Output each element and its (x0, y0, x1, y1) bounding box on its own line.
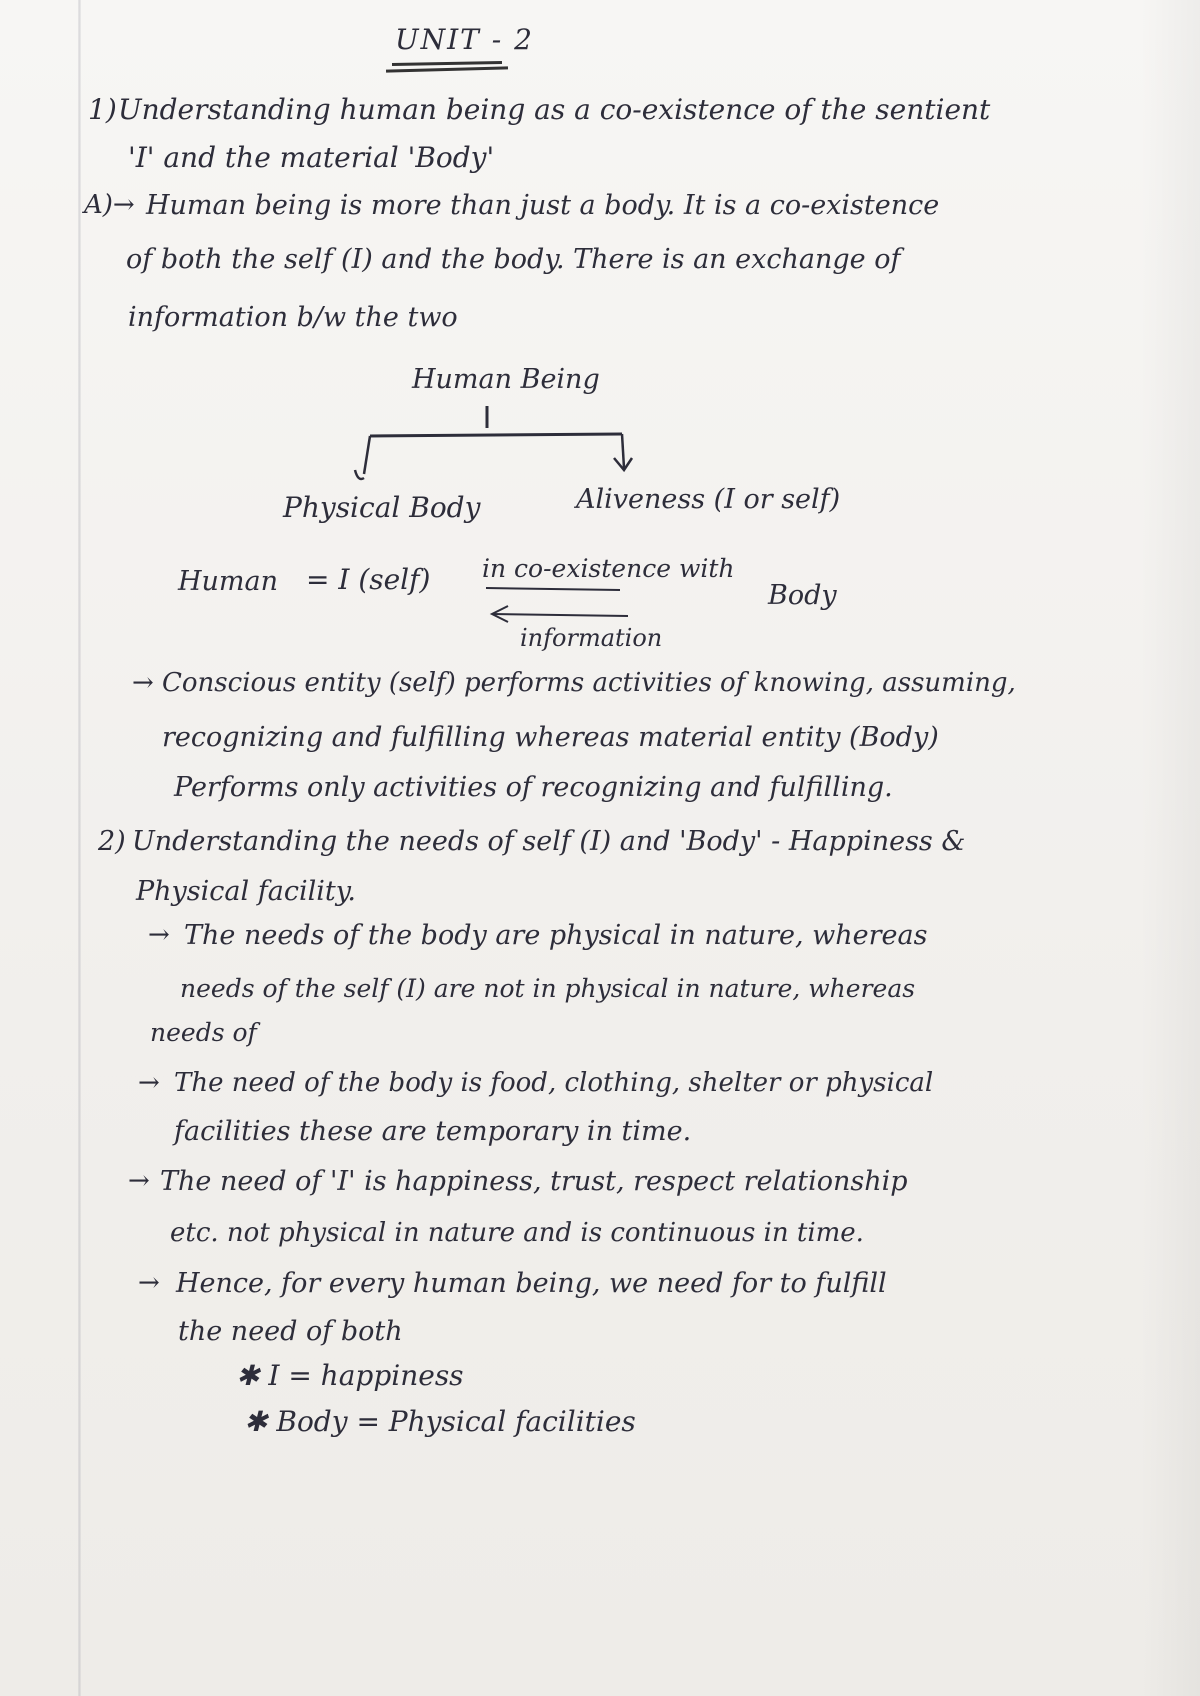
bullet-arrow: → (138, 1268, 160, 1298)
page-heading: UNIT - 2 (395, 23, 534, 56)
equation-information: information (520, 624, 663, 652)
point-body-need-line-1: The need of the body is food, clothing, shelter or physical (174, 1068, 934, 1098)
point-hence-line-1: Hence, for every human being, we need for to fulfill (176, 1268, 887, 1299)
point-hence-line-2: the need of both (178, 1316, 403, 1347)
bullet-arrow: → (148, 920, 170, 950)
point-self-need-line-2: etc. not physical in nature and is continuous in time. (170, 1218, 864, 1248)
diagram-root: Human Being (412, 364, 600, 395)
star-item-body: ✱ Body = Physical facilities (244, 1405, 636, 1438)
answer-1-line-1: Human being is more than just a body. It is a co-existence (146, 190, 940, 221)
page-shadow (1140, 0, 1200, 1696)
question-number: 1) (88, 93, 117, 126)
heading-underline (392, 61, 502, 66)
question-2-line-1: Understanding the needs of self (I) and 'Body' - Happiness & (132, 826, 966, 857)
question-number: 2) (98, 826, 126, 857)
answer-prefix: A)→ (84, 190, 135, 220)
point-body-need-line-2: facilities these are temporary in time. (174, 1116, 692, 1147)
point-self-need-line-1: The need of 'I' is happiness, trust, respect relationship (160, 1166, 908, 1197)
answer-1-line-2: of both the self (I) and the body. There is an exchange of (126, 244, 901, 275)
point-conscious-line-3: Performs only activities of recognizing and fulfilling. (174, 772, 893, 803)
bullet-arrow: → (132, 668, 154, 698)
margin-line (78, 0, 81, 1696)
point-conscious-line-1: Conscious entity (self) performs activities of knowing, assuming, (162, 668, 1016, 698)
question-2-line-2: Physical facility. (136, 876, 356, 907)
equation-human: Human (178, 566, 279, 597)
bullet-arrow: → (138, 1068, 160, 1098)
point-conscious-line-2: recognizing and fulfilling whereas material entity (Body) (162, 722, 939, 753)
point-needs-line-3: needs of (150, 1018, 257, 1047)
equation-relation: in co-existence with (482, 554, 735, 583)
point-needs-line-2: needs of the self (I) are not in physical in nature, whereas (180, 974, 916, 1003)
diagram-right-child: Aliveness (I or self) (576, 484, 841, 515)
equation-self: = I (self) (306, 563, 431, 596)
question-1-line-2: 'I' and the material 'Body' (128, 141, 495, 174)
equation-body: Body (768, 580, 837, 611)
point-needs-line-1: The needs of the body are physical in nature, whereas (184, 920, 928, 951)
diagram-left-child: Physical Body (283, 491, 481, 524)
heading-underline (386, 66, 508, 72)
bullet-arrow: → (128, 1166, 150, 1196)
answer-1-line-3: information b/w the two (128, 302, 458, 333)
question-1-line-1: Understanding human being as a co-existence of the sentient (118, 93, 991, 126)
star-item-self: ✱ I = happiness (236, 1359, 464, 1392)
